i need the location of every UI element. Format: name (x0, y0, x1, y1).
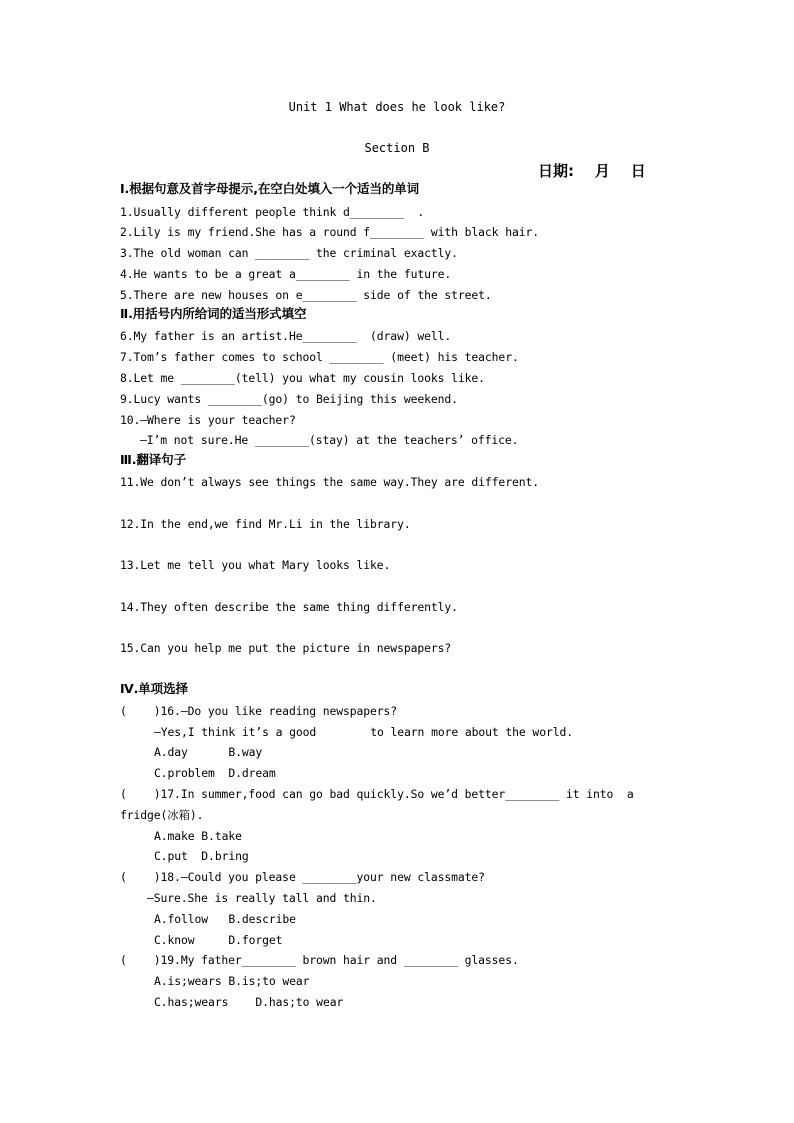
question-8: 8.Let me ________(tell) you what my cousin looks like. (120, 371, 485, 385)
question-16-options-ab: A.day B.way (154, 745, 263, 759)
date-line: 日期: 月 日 (538, 162, 646, 180)
question-17: ( )17.In summer,food can go bad quickly.So we’d better________ it into a (120, 787, 634, 801)
question-13: 13.Let me tell you what Mary looks like. (120, 558, 391, 572)
question-1: 1.Usually different people think d________ . (120, 205, 425, 219)
question-3: 3.The old woman can ________ the criminal exactly. (120, 246, 458, 260)
section-heading-4: Ⅳ.单项选择 (120, 681, 188, 696)
question-2: 2.Lily is my friend.She has a round f________ with black hair. (120, 225, 539, 239)
section-heading-3: Ⅲ.翻译句子 (120, 452, 186, 467)
section-heading-2: Ⅱ.用括号内所给词的适当形式填空 (120, 306, 307, 321)
question-19-options-ab: A.is;wears B.is;to wear (154, 974, 310, 988)
question-18: ( )18.—Could you please ________your new classmate? (120, 870, 485, 884)
section-title: Section B (364, 141, 430, 155)
question-18-options-cd: C.know D.forget (154, 933, 283, 947)
question-15: 15.Can you help me put the picture in newspapers? (120, 641, 452, 655)
unit-title: Unit 1 What does he look like? (288, 100, 506, 114)
question-17-options-ab: A.make B.take (154, 829, 242, 843)
question-17-continued: fridge(冰箱). (120, 808, 204, 822)
section-heading-1: Ⅰ.根据句意及首字母提示,在空白处填入一个适当的单词 (120, 181, 420, 196)
question-19-options-cd: C.has;wears D.has;to wear (154, 995, 344, 1009)
question-17-options-cd: C.put D.bring (154, 849, 249, 863)
question-18-options-ab: A.follow B.describe (154, 912, 296, 926)
question-10: 10.—Where is your teacher? (120, 413, 296, 427)
question-11: 11.We don’t always see things the same way.They are different. (120, 475, 539, 489)
question-12: 12.In the end,we find Mr.Li in the library. (120, 517, 411, 531)
question-5: 5.There are new houses on e________ side of the street. (120, 288, 492, 302)
question-4: 4.He wants to be a great a________ in the future. (120, 267, 452, 281)
question-19: ( )19.My father________ brown hair and ________ glasses. (120, 953, 519, 967)
question-16-response: —Yes,I think it’s a good to learn more about the world. (154, 725, 573, 739)
question-6: 6.My father is an artist.He________ (draw) well. (120, 329, 452, 343)
question-7: 7.Tom’s father comes to school ________ (meet) his teacher. (120, 350, 519, 364)
question-16: ( )16.—Do you like reading newspapers? (120, 704, 398, 718)
question-9: 9.Lucy wants ________(go) to Beijing this weekend. (120, 392, 458, 406)
question-18-response: —Sure.She is really tall and thin. (147, 891, 377, 905)
question-10-response: —I’m not sure.He ________(stay) at the teachers’ office. (140, 433, 519, 447)
question-14: 14.They often describe the same thing differently. (120, 600, 458, 614)
question-16-options-cd: C.problem D.dream (154, 766, 276, 780)
